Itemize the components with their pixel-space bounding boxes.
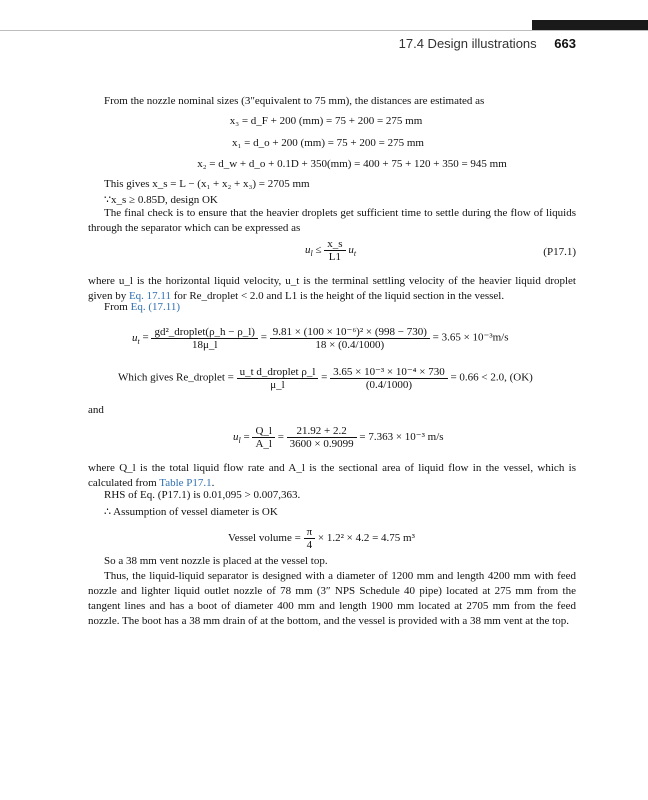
where-paragraph-2 — [88, 461, 576, 491]
conclusion-paragraph: Thus, the liquid-liquid separator is designed with a diameter of 1200 mm and length 4200 mm with feed nozzle and lighter liquid outlet nozzle of 78 mm (3″ NPS Schedule 40 pipe) located at 275 mm from the tangent lines and has a boot of diameter 400 mm and length 1900 mm located at 2705 mm from the feed nozzle. The boot has a 38 mm drain of at the bottom, and the vessel is provided with a 38 mm vent at the top. — [88, 570, 576, 627]
equation-x1: x₁ = d_o + 200 (mm) = 75 + 200 = 275 mm — [232, 137, 424, 149]
final-check-paragraph: The final check is to ensure that the heavier droplets get sufficient time to settle during the flow of liquids through the separator which can be expressed as — [88, 207, 576, 234]
where1-text-a: where u_l is the horizontal liquid velocity, u_t is the terminal settling velocity of the heavier liquid droplet given by — [88, 275, 576, 302]
ul-symbolic-numerator: Q_l — [252, 425, 275, 438]
equation-x3: x₃ = d_F + 200 (mm) = 75 + 200 = 275 mm — [229, 115, 423, 127]
where2-text-b: . — [211, 477, 215, 489]
equation-x2: x₂ = d_w + d_o + 0.1D + 350(mm) = 400 + 75 + 120 + 350 = 945 mm — [197, 158, 507, 170]
re-numeric-denominator: (0.4/1000) — [365, 379, 412, 391]
where-paragraph-1 — [88, 274, 576, 304]
rhs-line: RHS of Eq. (P17.1) is 0.01,095 > 0.007,363. — [104, 489, 301, 501]
re-symbolic-denominator: μ_l — [270, 378, 285, 391]
re-numeric-numerator: 3.65 × 10⁻³ × 10⁻⁴ × 730 — [330, 365, 448, 379]
re-result: = 0.66 < 2.0, (OK) — [450, 371, 533, 384]
re-label: Which gives Re_droplet = — [118, 371, 234, 384]
fraction-re-symbolic — [237, 366, 319, 391]
volume-result: × 1.2² × 4.2 = 4.75 m³ — [317, 532, 415, 545]
fraction-ut-symbolic — [151, 326, 258, 351]
ut-numeric-numerator: 9.81 × (100 × 10⁻⁶)² × (998 − 730) — [270, 325, 430, 339]
running-header — [399, 36, 576, 51]
gives-line: This gives x_s = L − (x₁ + x₂ + x₃) = 2705 mm — [104, 178, 310, 190]
volume-label: Vessel volume = — [228, 532, 301, 545]
fraction-xs-over-l1 — [324, 238, 345, 263]
ul-numeric-denominator: 3600 × 0.9099 — [289, 438, 354, 450]
ul-result: = 7.363 × 10⁻³ m/s — [359, 431, 444, 444]
from-line — [104, 301, 180, 313]
since-line: ∵x_s ≥ 0.85D, design OK — [104, 194, 218, 206]
pi-numerator: π — [304, 526, 316, 539]
header-rule — [0, 30, 648, 31]
fraction-ul-symbolic — [252, 425, 275, 450]
fraction-re-numeric — [330, 365, 448, 391]
ut-numeric-denominator: 18 × (0.4/1000) — [315, 339, 385, 351]
four-denominator: 4 — [306, 539, 313, 551]
re-symbolic-numerator: u_t d_droplet ρ_l — [237, 366, 319, 379]
ut-result: = 3.65 × 10⁻³m/s — [432, 331, 509, 344]
from-label: From — [104, 301, 128, 313]
page-number: 663 — [554, 36, 576, 51]
fraction-denominator: L1 — [328, 251, 342, 263]
section-title: 17.4 Design illustrations — [398, 36, 537, 51]
link-eq-17-11-paren[interactable]: Eq. (17.11) — [130, 301, 180, 313]
equation-label: (P17.1) — [543, 246, 576, 258]
link-eq-17-11[interactable]: Eq. 17.11 — [128, 290, 172, 302]
ul-numeric-numerator: 21.92 + 2.2 — [287, 425, 357, 438]
fraction-ut-numeric — [270, 325, 430, 351]
equation-p17-1: $u_l$ ≤ $\frac{x\_s}{L1}$ $u_t$ — [305, 238, 357, 263]
fraction-ul-numeric — [287, 425, 357, 450]
equation-ul: $u_l$ = $\frac{Q\_l}{A\_l}$ = $\frac{21.92 + 2.2}{3600 \times 0.9099}$ = 7.363 × 10⁻³ m/s — [233, 425, 444, 450]
and-word: and — [88, 404, 104, 416]
ul-symbolic-denominator: A_l — [255, 438, 272, 450]
fraction-pi-over-4 — [304, 526, 316, 551]
vent-line: So a 38 mm vent nozzle is placed at the vessel top. — [104, 555, 328, 567]
link-table-p17-1[interactable]: Table P17.1 — [159, 477, 212, 489]
where2-text-a: where Q_l is the total liquid flow rate and A_l is the sectional area of liquid flow in the vessel, which is calculated from — [88, 462, 576, 489]
ut-symbolic-denominator: 18μ_l — [191, 338, 218, 351]
ut-symbolic-numerator: gd²_droplet(ρ_h − ρ_l) — [151, 326, 258, 339]
equation-volume — [228, 526, 415, 551]
intro-line: From the nozzle nominal sizes (3″equivalent to 75 mm), the distances are estimated as — [104, 95, 485, 107]
fraction-numerator: x_s — [324, 238, 345, 251]
equation-ut: $u_t$ = $\frac{\text{gd²\_droplet(ρ\_h − ρ\_l)}}{18\mu\_l}$ = $\frac{\text{9.81 × (100 × 10⁻⁶)² × (998 − 730)}}{18 \times (0.4/1000)}$ = 3.65 × 10⁻³m/s — [132, 325, 509, 351]
equation-re: Which gives Re_droplet = $\frac{\text{u\_t d\_droplet ρ\_l}}{\mu\_l}$ = $\frac{\text{3.65 × 10⁻³ × 10⁻⁴ × 730}}{(0.4/1000)}$ = 0.66 < 2.0, (OK) — [118, 365, 533, 391]
assumption-line: ∴ Assumption of vessel diameter is OK — [104, 506, 278, 518]
where1-text-b: for Re_droplet < 2.0 and L1 is the height of the liquid section in the vessel. — [173, 290, 505, 302]
